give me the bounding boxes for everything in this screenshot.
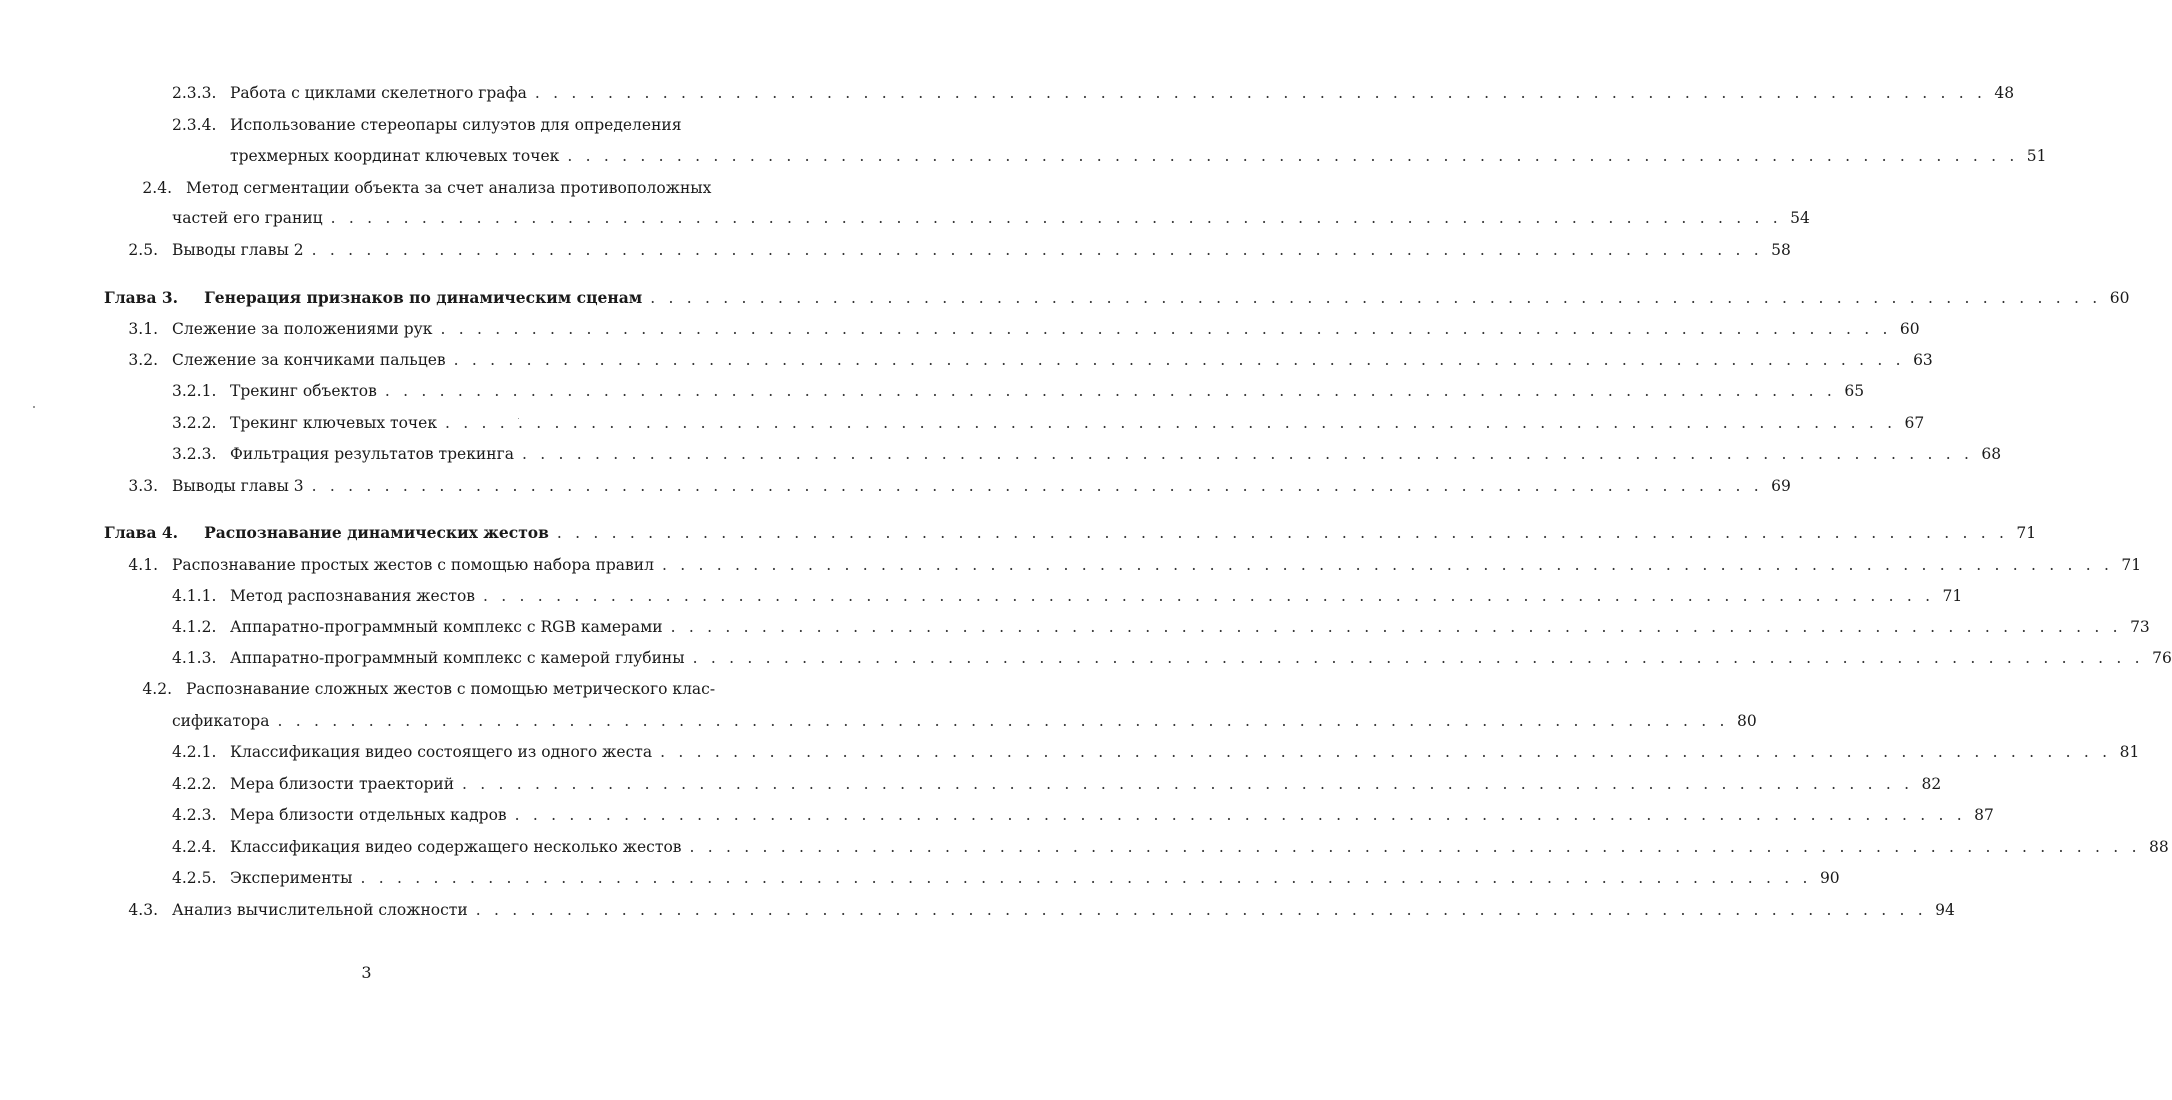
- toc-entry[interactable]: [172, 378, 1865, 404]
- toc-entry-page: 68: [1981, 445, 2002, 463]
- dot-leader: [445, 410, 1896, 436]
- toc-entry[interactable]: [172, 645, 2172, 671]
- toc-entry[interactable]: [172, 834, 2169, 860]
- toc-entry[interactable]: [114, 897, 1955, 923]
- toc-entry-number: 4.1.: [128, 556, 158, 574]
- dot-leader: [662, 552, 2113, 578]
- dot-leader: [312, 237, 1763, 263]
- dot-leader: [515, 802, 1966, 828]
- toc-entry-page: 65: [1844, 382, 1865, 400]
- toc-entry-page: 51: [2026, 147, 2047, 165]
- scan-speck: [518, 418, 519, 419]
- toc-entry-page: 67: [1904, 414, 1925, 432]
- toc-entry-number: 2.4.: [142, 179, 172, 197]
- toc-entry-page: 73: [2130, 618, 2150, 636]
- toc-entry-title-continuation: трехмерных координат ключевых точек: [230, 147, 560, 165]
- toc-entry-title: Трекинг объектов: [230, 382, 377, 400]
- toc-entry[interactable]: [230, 143, 2047, 169]
- toc-entry-page: 90: [1819, 869, 1840, 887]
- toc-entry-title-continuation: частей его границ: [172, 209, 323, 227]
- toc-entry-page: 87: [1974, 806, 1994, 824]
- dot-leader: [277, 708, 1728, 734]
- toc-entry-page: 54: [1790, 209, 1810, 227]
- toc-entry-title: Анализ вычислительной сложности: [172, 901, 468, 919]
- toc-entry[interactable]: [114, 316, 1920, 342]
- toc-entry-page: 80: [1736, 712, 1757, 730]
- toc-entry[interactable]: [114, 237, 1791, 263]
- toc-entry[interactable]: [172, 410, 1925, 436]
- toc-entry-number: 4.2.: [142, 680, 172, 698]
- toc-entry-page: 76: [2152, 649, 2172, 667]
- dot-leader: [535, 80, 1986, 106]
- toc-entry-page: 63: [1913, 351, 1933, 369]
- toc-entry-title: Метод сегментации объекта за счет анализа противоположных: [186, 179, 712, 197]
- toc-entry-title: Мера близости траекторий: [230, 775, 455, 793]
- toc-entry[interactable]: [172, 583, 1963, 609]
- toc-entry-page: 48: [1994, 84, 2015, 102]
- toc-chapter-number: Глава 3.: [104, 288, 179, 307]
- toc-entry-title: Использование стереопары силуэтов для определения: [230, 116, 682, 134]
- dot-leader: [671, 614, 2122, 640]
- dot-leader: [557, 520, 2008, 546]
- dot-leader: [567, 143, 2018, 169]
- page-number: 3: [361, 963, 372, 982]
- toc-entry[interactable]: [114, 473, 1791, 499]
- toc-entry[interactable]: [172, 739, 2140, 765]
- toc-entry[interactable]: [172, 708, 1757, 734]
- toc-entry-number: 2.5.: [128, 241, 158, 259]
- dot-leader: [690, 834, 2141, 860]
- toc-entry-page: 81: [2119, 743, 2140, 761]
- toc-entry-page: 82: [1921, 775, 1942, 793]
- scan-speck: [33, 406, 35, 408]
- toc-entry[interactable]: [172, 865, 1840, 891]
- toc-entry-title: Эксперименты: [230, 869, 353, 887]
- toc-entry-title: Аппаратно-программный комплекс с RGB камерами: [230, 618, 663, 636]
- toc-entry[interactable]: [172, 80, 2015, 106]
- toc-entry-page: 60: [1899, 320, 1920, 338]
- toc-entry-title: Мера близости отдельных кадров: [230, 806, 507, 824]
- toc-entry-title: Слежение за положениями рук: [172, 320, 433, 338]
- toc-chapter-title: Генерация признаков по динамическим сценам: [204, 288, 643, 307]
- toc-entry-number: 3.2.2.: [172, 414, 217, 432]
- toc-entry-number: 4.2.2.: [172, 775, 217, 793]
- toc-entry-number: 4.3.: [128, 901, 158, 919]
- toc-entry-number: 3.1.: [128, 320, 158, 338]
- toc-entry-number: 2.3.3.: [172, 84, 217, 102]
- toc-entry-number: 4.2.5.: [172, 869, 217, 887]
- dot-leader: [385, 378, 1836, 404]
- toc-entry-title: Распознавание сложных жестов с помощью метрического клас-: [186, 680, 716, 698]
- dot-leader: [476, 897, 1927, 923]
- toc-entry-number: 3.2.: [128, 351, 158, 369]
- toc-entry[interactable]: [114, 347, 1933, 373]
- toc-entry-title: Трекинг ключевых точек: [230, 414, 438, 432]
- toc-entry[interactable]: [172, 441, 2002, 467]
- toc-entry-title: Метод распознавания жестов: [230, 587, 476, 605]
- toc-entry[interactable]: [172, 802, 1994, 828]
- toc-entry[interactable]: [172, 771, 1942, 797]
- toc-chapter-entry[interactable]: [104, 285, 2130, 311]
- toc-entry-title: Выводы главы 2: [172, 241, 304, 259]
- toc-entry-title: Классификация видео состоящего из одного жеста: [230, 743, 653, 761]
- toc-chapter-title: Распознавание динамических жестов: [204, 523, 549, 542]
- toc-entry-title: Аппаратно-программный комплекс с камерой глубины: [230, 649, 685, 667]
- toc-chapter-number: Глава 4.: [104, 523, 179, 542]
- dot-leader: [650, 285, 2101, 311]
- dot-leader: [693, 645, 2144, 671]
- toc-entry[interactable]: [172, 205, 1810, 231]
- toc-entry-title: Слежение за кончиками пальцев: [172, 351, 446, 369]
- toc-entry-number: 3.2.1.: [172, 382, 217, 400]
- toc-entry-number: 4.1.2.: [172, 618, 217, 636]
- dot-leader: [522, 441, 1973, 467]
- toc-entry-page: 60: [2109, 289, 2130, 307]
- toc-entry-number: 4.2.1.: [172, 743, 217, 761]
- toc-entry-title: Фильтрация результатов трекинга: [230, 445, 514, 463]
- toc-entry-first-line[interactable]: [128, 676, 715, 702]
- toc-entry-page: 71: [2016, 524, 2037, 542]
- toc-entry-number: 4.2.3.: [172, 806, 217, 824]
- toc-entry-number: 2.3.4.: [172, 116, 217, 134]
- toc-entry-title-continuation: сификатора: [172, 712, 270, 730]
- toc-entry-number: 3.2.3.: [172, 445, 217, 463]
- toc-entry-page: 71: [1942, 587, 1963, 605]
- toc-chapter-entry[interactable]: [104, 520, 2037, 546]
- toc-entry-page: 58: [1771, 241, 1791, 259]
- toc-entry-number: 4.1.1.: [172, 587, 217, 605]
- toc-entry-number: 3.3.: [128, 477, 158, 495]
- toc-entry-number: 4.1.3.: [172, 649, 217, 667]
- toc-entry-page: 69: [1771, 477, 1791, 495]
- toc-entry-first-line[interactable]: [172, 112, 682, 138]
- toc-entry-title: Выводы главы 3: [172, 477, 304, 495]
- toc-entry[interactable]: [172, 614, 2150, 640]
- toc-entry-title: Распознавание простых жестов с помощью набора правил: [172, 556, 654, 574]
- toc-entry-title: Классификация видео содержащего несколько жестов: [230, 838, 682, 856]
- toc-entry-first-line[interactable]: [128, 175, 711, 201]
- toc-entry-page: 94: [1935, 901, 1955, 919]
- dot-leader: [462, 771, 1913, 797]
- dot-leader: [331, 205, 1782, 231]
- dot-leader: [360, 865, 1811, 891]
- toc-entry-title: Работа с циклами скелетного графа: [230, 84, 527, 102]
- toc-entry[interactable]: [114, 552, 2142, 578]
- dot-leader: [440, 316, 1891, 342]
- dot-leader: [660, 739, 2111, 765]
- toc-entry-page: 88: [2148, 838, 2169, 856]
- toc-entry-page: 71: [2121, 556, 2142, 574]
- dot-leader: [483, 583, 1934, 609]
- dot-leader: [312, 473, 1763, 499]
- toc-entry-number: 4.2.4.: [172, 838, 217, 856]
- dot-leader: [454, 347, 1905, 373]
